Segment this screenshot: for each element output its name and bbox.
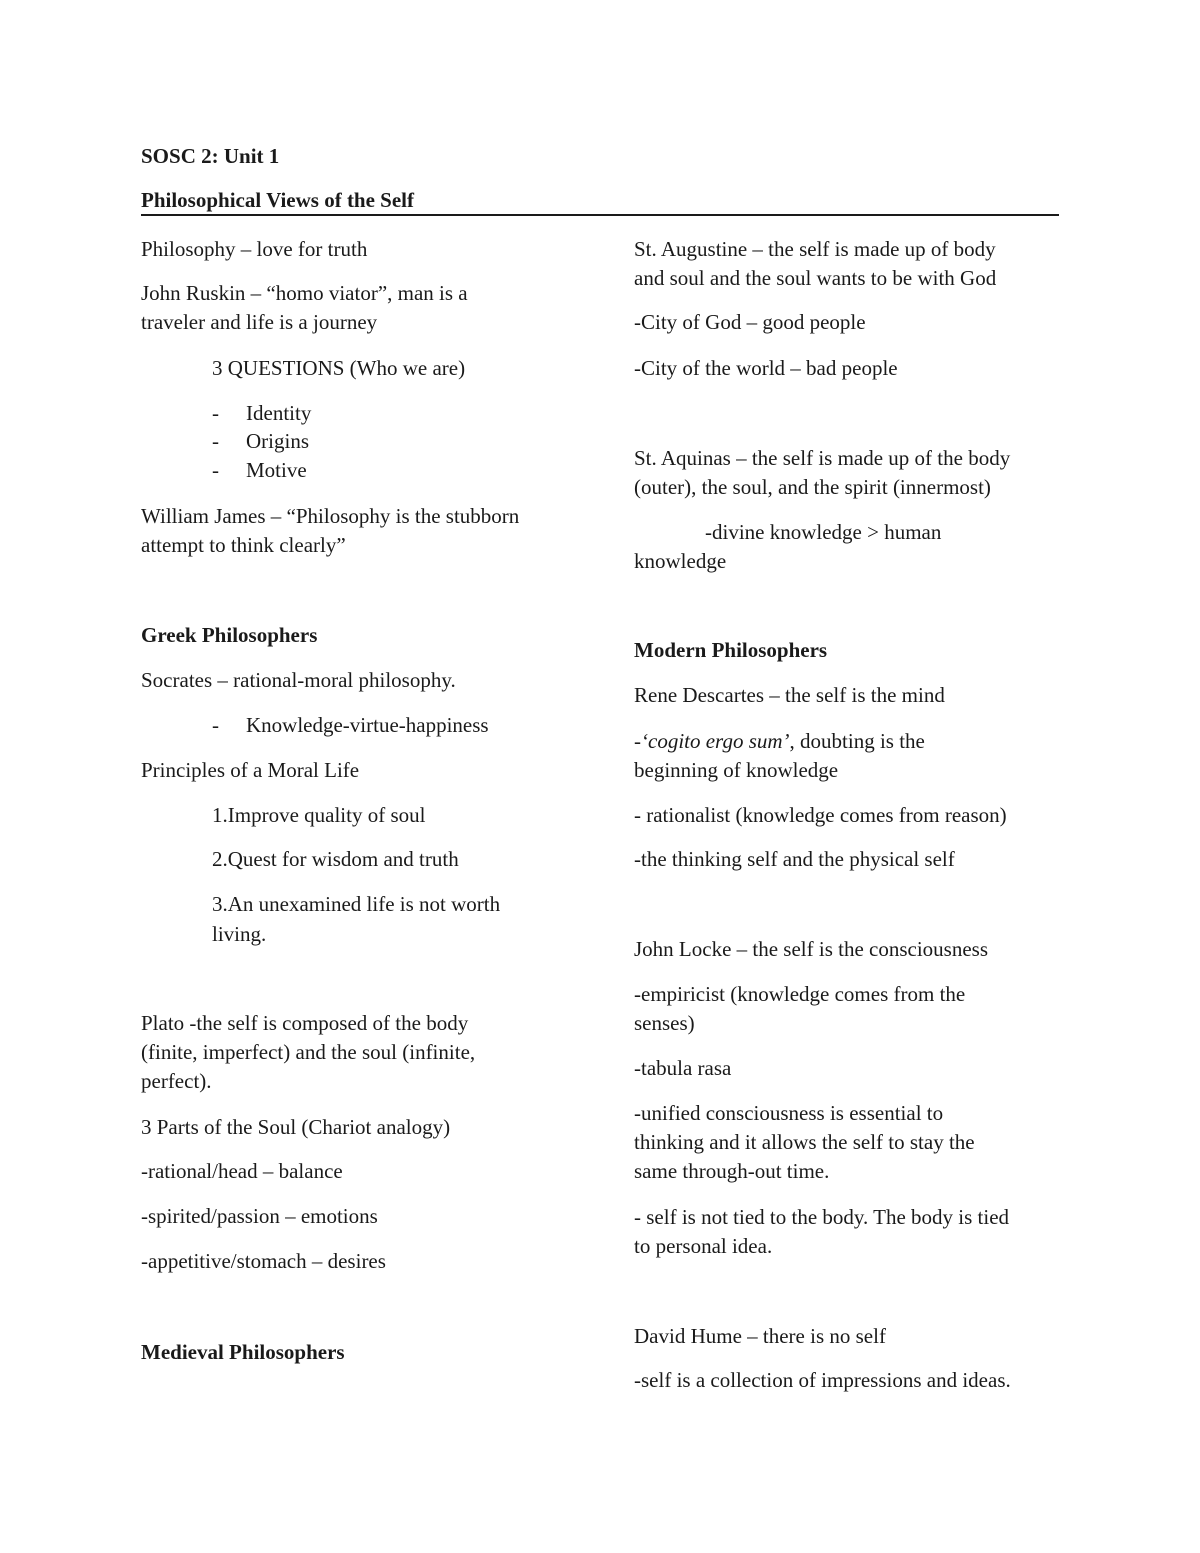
augustine-line-1: St. Augustine – the self is made up of body xyxy=(634,237,996,261)
principle-3-line-1: 3.An unexamined life is not worth xyxy=(212,892,501,916)
socrates-line: Socrates – rational-moral philosophy. xyxy=(141,668,456,692)
james-line-2: attempt to think clearly” xyxy=(141,533,346,557)
locke-line: John Locke – the self is the consciousness xyxy=(634,937,989,961)
soul-part-appetitive: -appetitive/stomach – desires xyxy=(141,1249,386,1273)
cogito-quote: ‘cogito ergo sum’ xyxy=(641,729,790,753)
descartes-line: Rene Descartes – the self is the mind xyxy=(634,683,945,707)
cogito-rest: , doubting is the xyxy=(789,729,925,753)
soul-part-rational: -rational/head – balance xyxy=(141,1159,343,1183)
not-body-line-2: to personal idea. xyxy=(634,1234,773,1258)
ruskin-line-2: traveler and life is a journey xyxy=(141,310,378,334)
aquinas-note-line-2: knowledge xyxy=(634,549,727,573)
philosophy-definition: Philosophy – love for truth xyxy=(141,237,368,261)
question-item: Motive xyxy=(246,458,307,482)
soul-part-spirited: -spirited/passion – emotions xyxy=(141,1204,378,1228)
soul-parts-heading: 3 Parts of the Soul (Chariot analogy) xyxy=(141,1115,451,1139)
greek-heading: Greek Philosophers xyxy=(141,623,318,647)
list-dash: - xyxy=(212,401,219,425)
rationalist-line: - rationalist (knowledge comes from reason) xyxy=(634,803,1007,827)
medieval-heading: Medieval Philosophers xyxy=(141,1340,345,1364)
plato-line-2: (finite, imperfect) and the soul (infinite, xyxy=(141,1040,476,1064)
tabula-rasa-line: -tabula rasa xyxy=(634,1056,732,1080)
unified-line-2: thinking and it allows the self to stay the xyxy=(634,1130,975,1154)
plato-line-3: perfect). xyxy=(141,1069,212,1093)
course-title: SOSC 2: Unit 1 xyxy=(141,144,280,168)
list-dash: - xyxy=(212,713,219,737)
list-dash: - xyxy=(212,429,219,453)
aquinas-note-line-1: -divine knowledge > human xyxy=(705,520,942,544)
augustine-line-2: and soul and the soul wants to be with God xyxy=(634,266,997,290)
page-title: Philosophical Views of the Self xyxy=(141,188,415,212)
list-dash: - xyxy=(212,458,219,482)
unified-line-3: same through-out time. xyxy=(634,1159,830,1183)
principle-3-line-2: living. xyxy=(212,922,267,946)
question-item: Identity xyxy=(246,401,312,425)
not-body-line-1: - self is not tied to the body. The body is tied xyxy=(634,1205,1010,1229)
empiricist-line-1: -empiricist (knowledge comes from the xyxy=(634,982,966,1006)
ruskin-line-1: John Ruskin – “homo viator”, man is a xyxy=(141,281,468,305)
hume-line: David Hume – there is no self xyxy=(634,1324,886,1348)
aquinas-line-1: St. Aquinas – the self is made up of the body xyxy=(634,446,1011,470)
cogito-prefix: - xyxy=(634,729,641,753)
socrates-item: Knowledge-virtue-happiness xyxy=(246,713,489,737)
principle-2: 2.Quest for wisdom and truth xyxy=(212,847,459,871)
cogito-line-2: beginning of knowledge xyxy=(634,758,839,782)
city-of-god: -City of God – good people xyxy=(634,310,866,334)
title-underline xyxy=(141,214,1059,216)
question-item: Origins xyxy=(246,429,309,453)
principles-heading: Principles of a Moral Life xyxy=(141,758,360,782)
thinking-self-line: -the thinking self and the physical self xyxy=(634,847,955,871)
hume-note-line: -self is a collection of impressions and ideas. xyxy=(634,1368,1011,1392)
unified-line-1: -unified consciousness is essential to xyxy=(634,1101,944,1125)
modern-heading: Modern Philosophers xyxy=(634,638,828,662)
cogito-line-1 xyxy=(634,727,925,756)
questions-heading: 3 QUESTIONS (Who we are) xyxy=(212,356,466,380)
aquinas-line-2: (outer), the soul, and the spirit (innermost) xyxy=(634,475,991,499)
empiricist-line-2: senses) xyxy=(634,1011,695,1035)
principle-1: 1.Improve quality of soul xyxy=(212,803,426,827)
james-line-1: William James – “Philosophy is the stubborn xyxy=(141,504,520,528)
city-of-world: -City of the world – bad people xyxy=(634,356,898,380)
plato-line-1: Plato -the self is composed of the body xyxy=(141,1011,469,1035)
